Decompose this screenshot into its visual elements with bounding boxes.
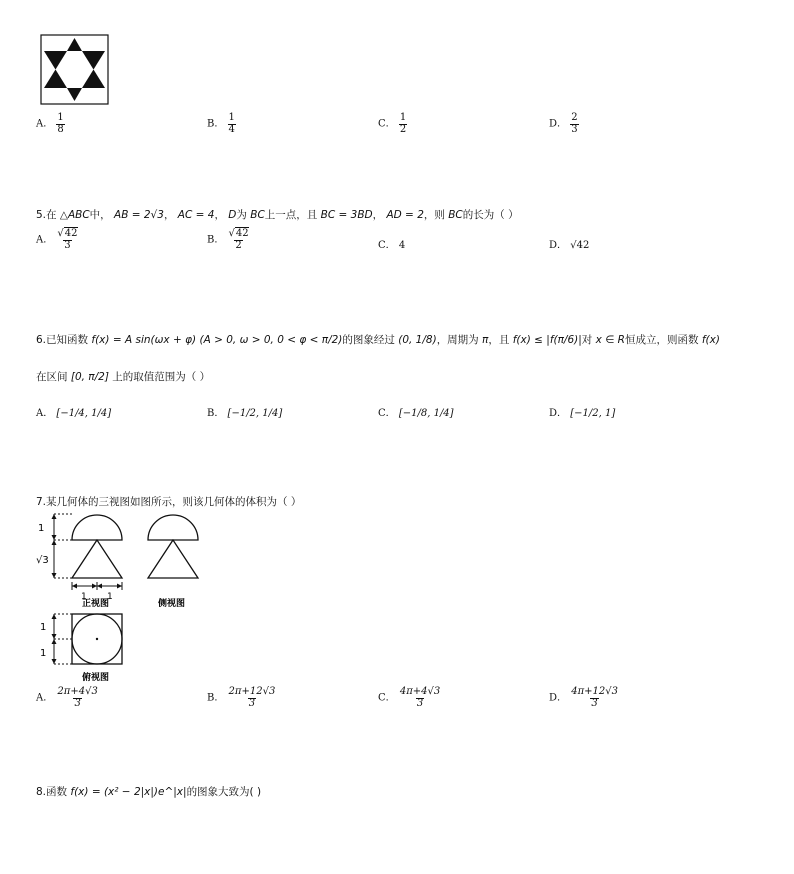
q6-stem-line2: 在区间 [0, π/2] 上的取值范围为（ ） xyxy=(36,371,211,383)
dim-label-1-bottom-left: 1 xyxy=(81,592,87,602)
dim-label-1-top-view-b: 1 xyxy=(40,648,47,659)
top-view-label: 俯视图 xyxy=(82,673,110,683)
q6-option-a[interactable]: A． [−1/4, 1/4] xyxy=(36,408,112,419)
q6-stem-line1: 6.已知函数 f(x) = A sin(ωx + φ) (A > 0, ω > 0, 0 < φ < π/2)的图象经过 (0, 1/8)，周期为 π，且 f(x) ≤ |f(π/6)|对 x ∈ R恒成立，则函数 f(x) xyxy=(36,334,720,346)
q4-option-c[interactable]: C． $\frac{1}{2}$ xyxy=(378,112,407,135)
dim-label-1-top-view-a: 1 xyxy=(40,622,47,633)
dim-label-1-bottom-right: 1 xyxy=(107,592,113,602)
q6-option-c[interactable]: C． [−1/8, 1/4] xyxy=(378,408,454,419)
q7-option-c[interactable]: C． $\frac{4\pi+4√3}{3}$ xyxy=(378,686,441,709)
q7-option-b[interactable]: B． $\frac{2\pi+12√3}{3}$ xyxy=(207,686,276,709)
q6-option-d[interactable]: D． [−1/2, 1] xyxy=(549,408,616,419)
q4-option-d[interactable]: D． $\frac{2}{3}$ xyxy=(549,112,578,135)
q5-option-d[interactable]: D． √42 xyxy=(549,240,590,251)
q5-option-b[interactable]: B． $\frac{√42}{2}$ xyxy=(207,228,249,251)
hexagram-figure xyxy=(40,34,110,106)
q5-option-c[interactable]: C． 4 xyxy=(378,240,406,251)
q4-option-b[interactable]: B． $\frac{1}{4}$ xyxy=(207,112,235,135)
q7-option-a[interactable]: A． $\frac{2\pi+4√3}{3}$ xyxy=(36,686,98,709)
q5-stem: 5.在 △ABC中， AB = 2√3， AC = 4， D为 BC上一点，且 BC = 3BD， AD = 2，则 BC的长为（ ） xyxy=(36,209,519,221)
q8-stem: 8.函数 f(x) = (x² − 2|x|)e^|x|的图象大致为( ) xyxy=(36,786,262,798)
front-view-label: 正视图 xyxy=(82,599,110,609)
q7-stem: 7.某几何体的三视图如图所示，则该几何体的体积为（ ） xyxy=(36,496,302,508)
three-view-figure xyxy=(34,510,214,688)
q6-option-b[interactable]: B． [−1/2, 1/4] xyxy=(207,408,283,419)
q5-option-a[interactable]: A． $\frac{√42}{3}$ xyxy=(36,228,78,251)
q4-option-a[interactable]: A． $\frac{1}{8}$ xyxy=(36,112,64,135)
dim-label-1-top: 1 xyxy=(38,523,45,534)
side-view-label: 侧视图 xyxy=(158,599,186,609)
dim-label-sqrt3: √3 xyxy=(36,555,49,566)
q7-option-d[interactable]: D． $\frac{4\pi+12√3}{3}$ xyxy=(549,686,618,709)
